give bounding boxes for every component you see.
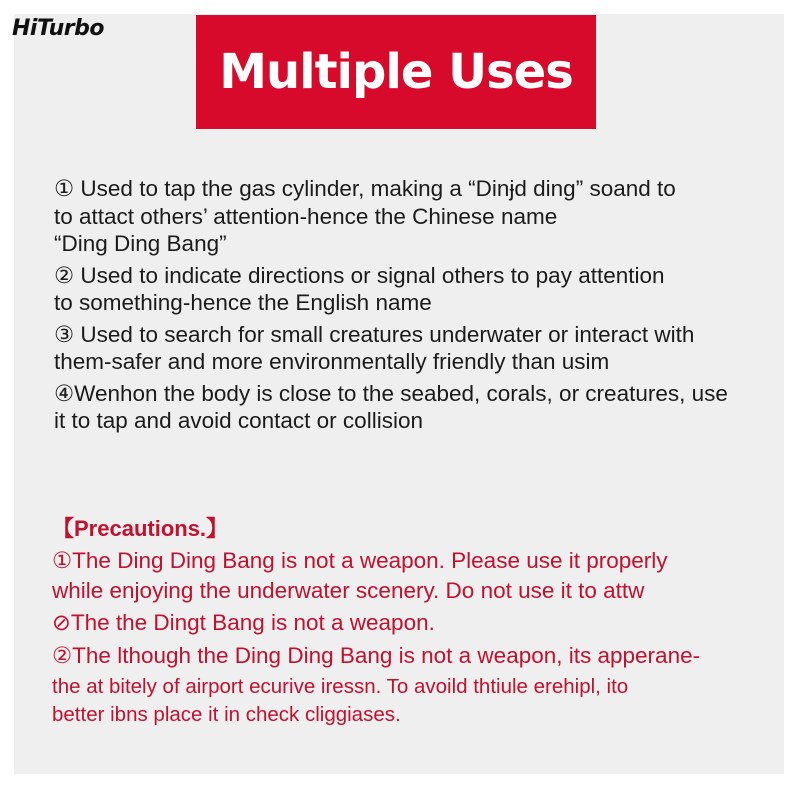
brand-logo: HiTurbo	[12, 16, 104, 41]
precautions-section	[52, 514, 774, 732]
uses-item-2-line-1: ② Used to indicate directions or signal others to pay attention	[54, 262, 665, 288]
precautions-heading: 【Precautions.】	[52, 516, 229, 541]
uses-item-3	[54, 321, 774, 376]
uses-item-1	[54, 175, 774, 258]
uses-item-1-line-1: ① Used to tap the gas cylinder, making a “Dinɉd ding” soand to	[54, 176, 676, 201]
precaution-item-4-line-2: better ibns place it in check cliggiases.	[52, 703, 401, 726]
precaution-item-3	[52, 641, 774, 671]
title-banner	[196, 15, 596, 129]
uses-item-4	[54, 380, 774, 435]
precaution-item-2	[52, 608, 774, 638]
uses-item-4-line-2: it to tap and avoid contact or collision	[54, 408, 423, 433]
precaution-item-1-line-2: while enjoying the underwater scenery. Do not use it to attw	[52, 577, 645, 603]
uses-item-1-line-2: to attact others’ attention-hence the Chinese name	[54, 203, 558, 229]
uses-list	[54, 175, 774, 439]
precaution-item-4-line-1: the at bitely of airport ecurive iressn. To avoild thtiule erehipl, ito	[52, 675, 629, 698]
uses-item-4-line-1: ④Wenhon the body is close to the seabed, corals, or creatures, use	[54, 380, 728, 406]
precaution-item-2-line-1: ⊘The the Dingt Bang is not a weapon.	[52, 610, 435, 635]
page-title: Multiple Uses	[219, 44, 573, 100]
precaution-item-3-line-1: ②The lthough the Ding Ding Bang is not a weapon, its apperane-	[52, 642, 701, 668]
precaution-item-1	[52, 546, 774, 605]
uses-item-3-line-2: them-safer and more environmentally friendly than usim	[54, 349, 610, 374]
precaution-item-1-line-1: ①The Ding Ding Bang is not a weapon. Please use it properly	[52, 548, 668, 573]
uses-item-3-line-1: ③ Used to search for small creatures underwater or interact with	[54, 321, 695, 347]
uses-item-2	[54, 262, 774, 317]
uses-item-1-line-3: “Ding Ding Bang”	[54, 231, 227, 256]
uses-item-2-line-2: to something-hence the English name	[54, 290, 432, 315]
precaution-item-4	[52, 673, 774, 729]
